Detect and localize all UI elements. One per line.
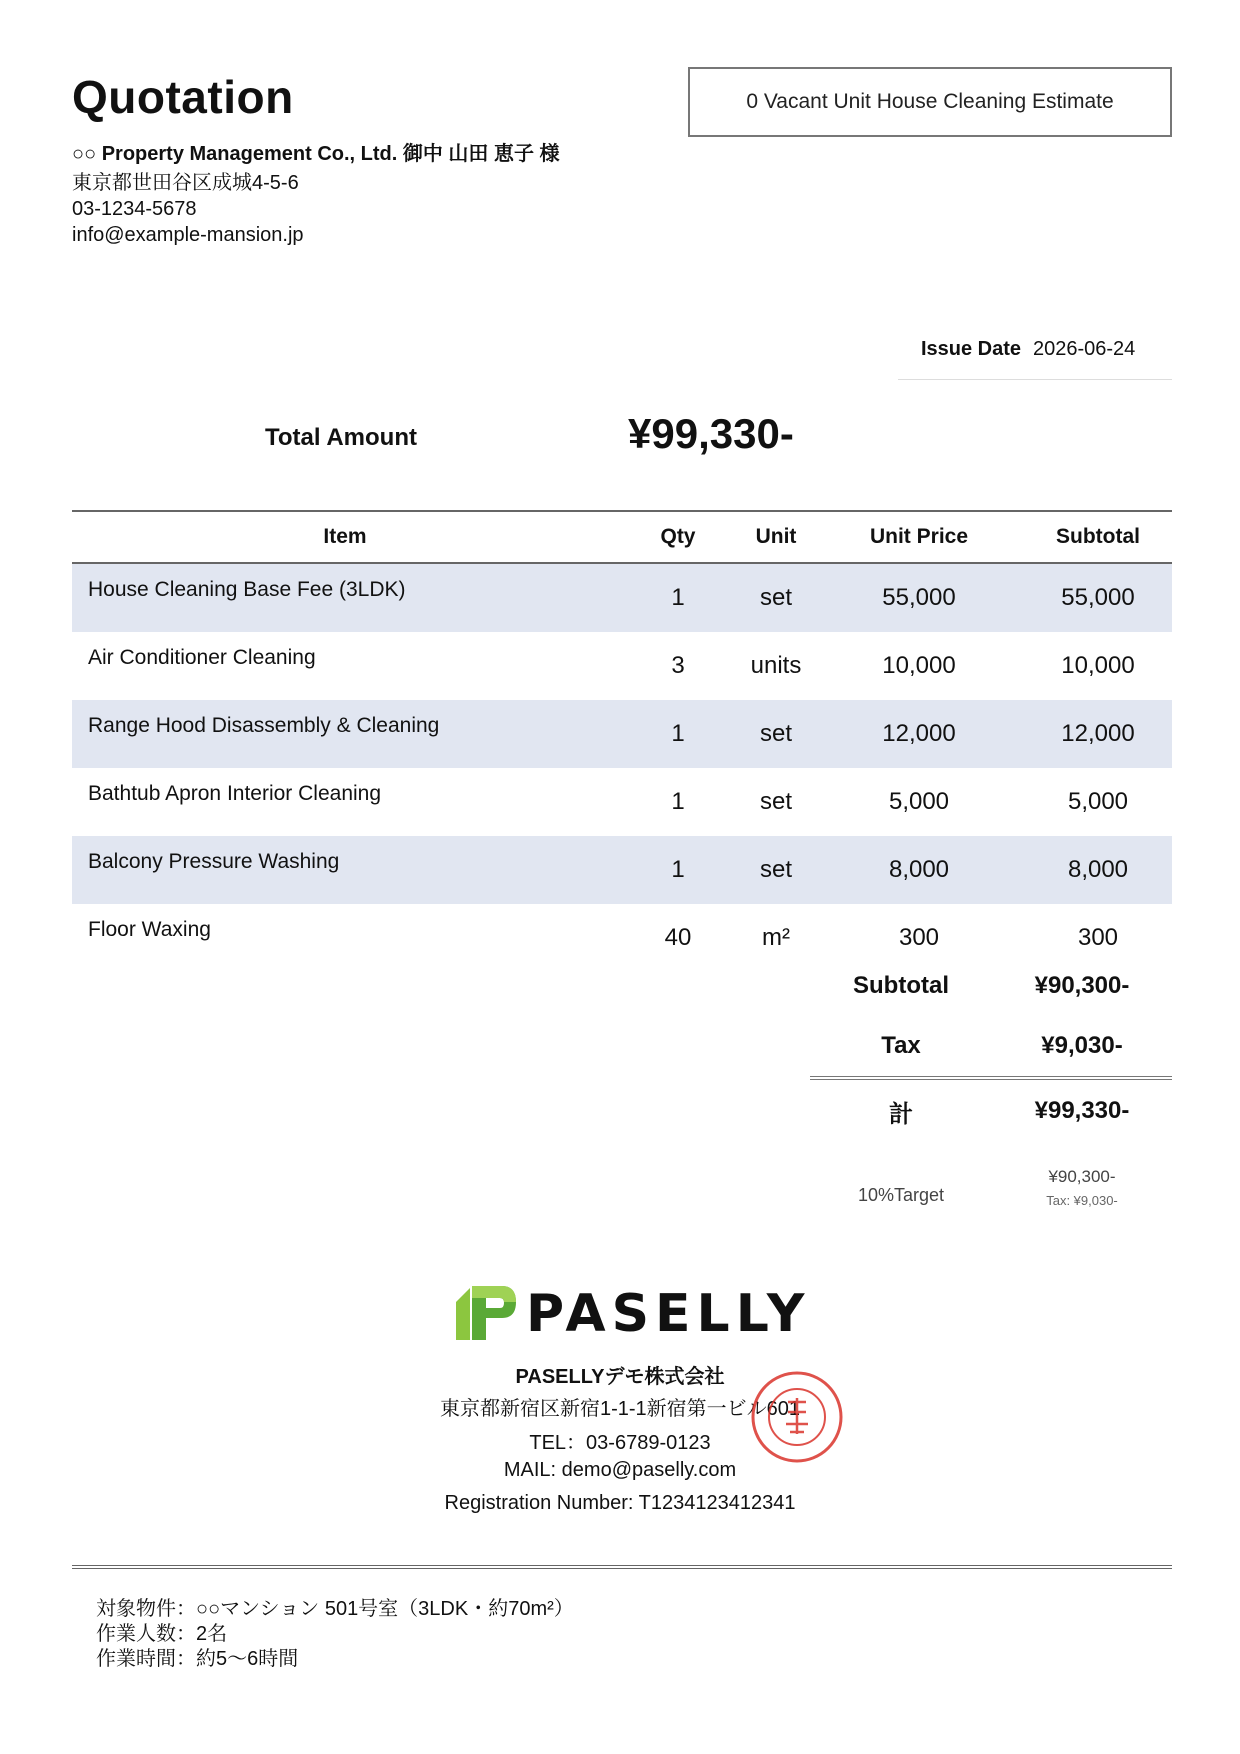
tax-row [810, 1016, 1172, 1078]
row-qty: 3 [671, 652, 685, 679]
company-tel: TEL：03-6789-0123 [529, 1432, 711, 1454]
issue-date-row [898, 338, 1172, 380]
grand-total-label: 計 [810, 1078, 992, 1142]
row-item: Bathtub Apron Interior Cleaning [88, 782, 382, 805]
subtotal-row [810, 956, 1172, 1016]
row-subtotal: 300 [1077, 924, 1119, 951]
total-amount-label: Total Amount [265, 424, 417, 451]
company-address: 東京都新宿区新宿1-1-1新宿第一ビル601 [439, 1398, 801, 1420]
row-item: Air Conditioner Cleaning [88, 646, 316, 669]
row-unit-price: 55,000 [814, 563, 1024, 632]
row-subtotal: 8,000 [1024, 836, 1172, 904]
document-title: Quotation [72, 71, 294, 123]
row-qty: 40 [664, 924, 692, 951]
note-staff: 作業人数：2名 [96, 1623, 228, 1645]
row-item: Balcony Pressure Washing [72, 836, 618, 904]
footer-divider [72, 1565, 1172, 1569]
logo-wordmark: PASELLY [526, 1284, 811, 1344]
note-duration: 作業時間：約5〜6時間 [96, 1648, 299, 1670]
tax-breakdown [992, 1142, 1172, 1233]
row-item: Range Hood Disassembly & Cleaning [72, 700, 618, 768]
row-item: House Cleaning Base Fee (3LDK) [72, 563, 618, 632]
table-row [72, 700, 1172, 768]
table-row [72, 836, 1172, 904]
tax-amount-note: Tax: ¥9,030- [1046, 1193, 1118, 1208]
table-row [72, 563, 1172, 632]
header-unit: Unit [738, 511, 814, 563]
tax-label: Tax [881, 1032, 921, 1059]
tax-base-value: ¥90,300- [1048, 1167, 1116, 1186]
row-unit: set [738, 700, 814, 768]
row-subtotal: 55,000 [1024, 563, 1172, 632]
company-name: PASELLYデモ株式会社 [515, 1366, 725, 1388]
row-unit-price: 8,000 [814, 836, 1024, 904]
row-unit: set [738, 563, 814, 632]
tax-rate-label: 10%Target [857, 1184, 945, 1205]
row-item: Floor Waxing [88, 918, 211, 941]
header-item: Item [72, 511, 618, 563]
row-qty: 1 [618, 836, 738, 904]
note-property: 対象物件：○○マンション 501号室（3LDK・約70m²） [96, 1598, 574, 1620]
line-items-table [72, 510, 1172, 972]
row-unit-price: 5,000 [888, 788, 950, 815]
recipient-name: ○○ Property Management Co., Ltd. 御中 山田 恵子 様 [72, 143, 560, 165]
tax-value: ¥9,030- [1041, 1032, 1123, 1059]
row-unit-price: 12,000 [814, 700, 1024, 768]
header-subtotal: Subtotal [1024, 511, 1172, 563]
row-unit-price: 10,000 [882, 652, 956, 679]
row-qty: 1 [618, 563, 738, 632]
subject-box [688, 67, 1172, 137]
subtotal-value: ¥90,300- [1034, 972, 1130, 999]
company-logo [456, 1280, 811, 1346]
totals-table [810, 956, 1172, 1233]
grand-total-row [810, 1078, 1172, 1142]
table-row [72, 632, 1172, 700]
row-qty: 1 [671, 788, 685, 815]
client-email: info@example-mansion.jp [72, 224, 304, 246]
grand-total-value: ¥99,330- [992, 1078, 1172, 1142]
row-qty: 1 [618, 700, 738, 768]
notes [96, 1597, 574, 1672]
client-address: 東京都世田谷区成城4-5-6 [72, 172, 299, 194]
row-unit: set [759, 788, 792, 815]
header-qty: Qty [618, 511, 738, 563]
subject-text: 0 Vacant Unit House Cleaning Estimate [746, 90, 1114, 113]
row-subtotal: 12,000 [1024, 700, 1172, 768]
company-seal [750, 1370, 844, 1464]
tax-breakdown-row [810, 1142, 1172, 1233]
table-row [72, 768, 1172, 836]
row-unit: m² [762, 924, 790, 951]
header-unit-price: Unit Price [814, 511, 1024, 563]
issue-date-value: 2026-06-24 [1033, 338, 1136, 360]
row-subtotal: 10,000 [1061, 652, 1135, 679]
company-registration: Registration Number: T1234123412341 [444, 1492, 796, 1514]
issue-date-label: Issue Date [920, 338, 1021, 360]
client-phone: 03-1234-5678 [72, 198, 197, 220]
client-info [72, 170, 304, 248]
subtotal-label: Subtotal [853, 972, 949, 999]
company-seal-icon [750, 1370, 844, 1464]
table-header-row [72, 511, 1172, 563]
company-mail: MAIL: demo@paselly.com [503, 1459, 737, 1481]
total-amount-value: ¥99,330- [628, 410, 794, 457]
row-unit: units [750, 652, 802, 679]
row-unit: set [738, 836, 814, 904]
row-unit-price: 300 [898, 924, 940, 951]
row-subtotal: 5,000 [1067, 788, 1129, 815]
